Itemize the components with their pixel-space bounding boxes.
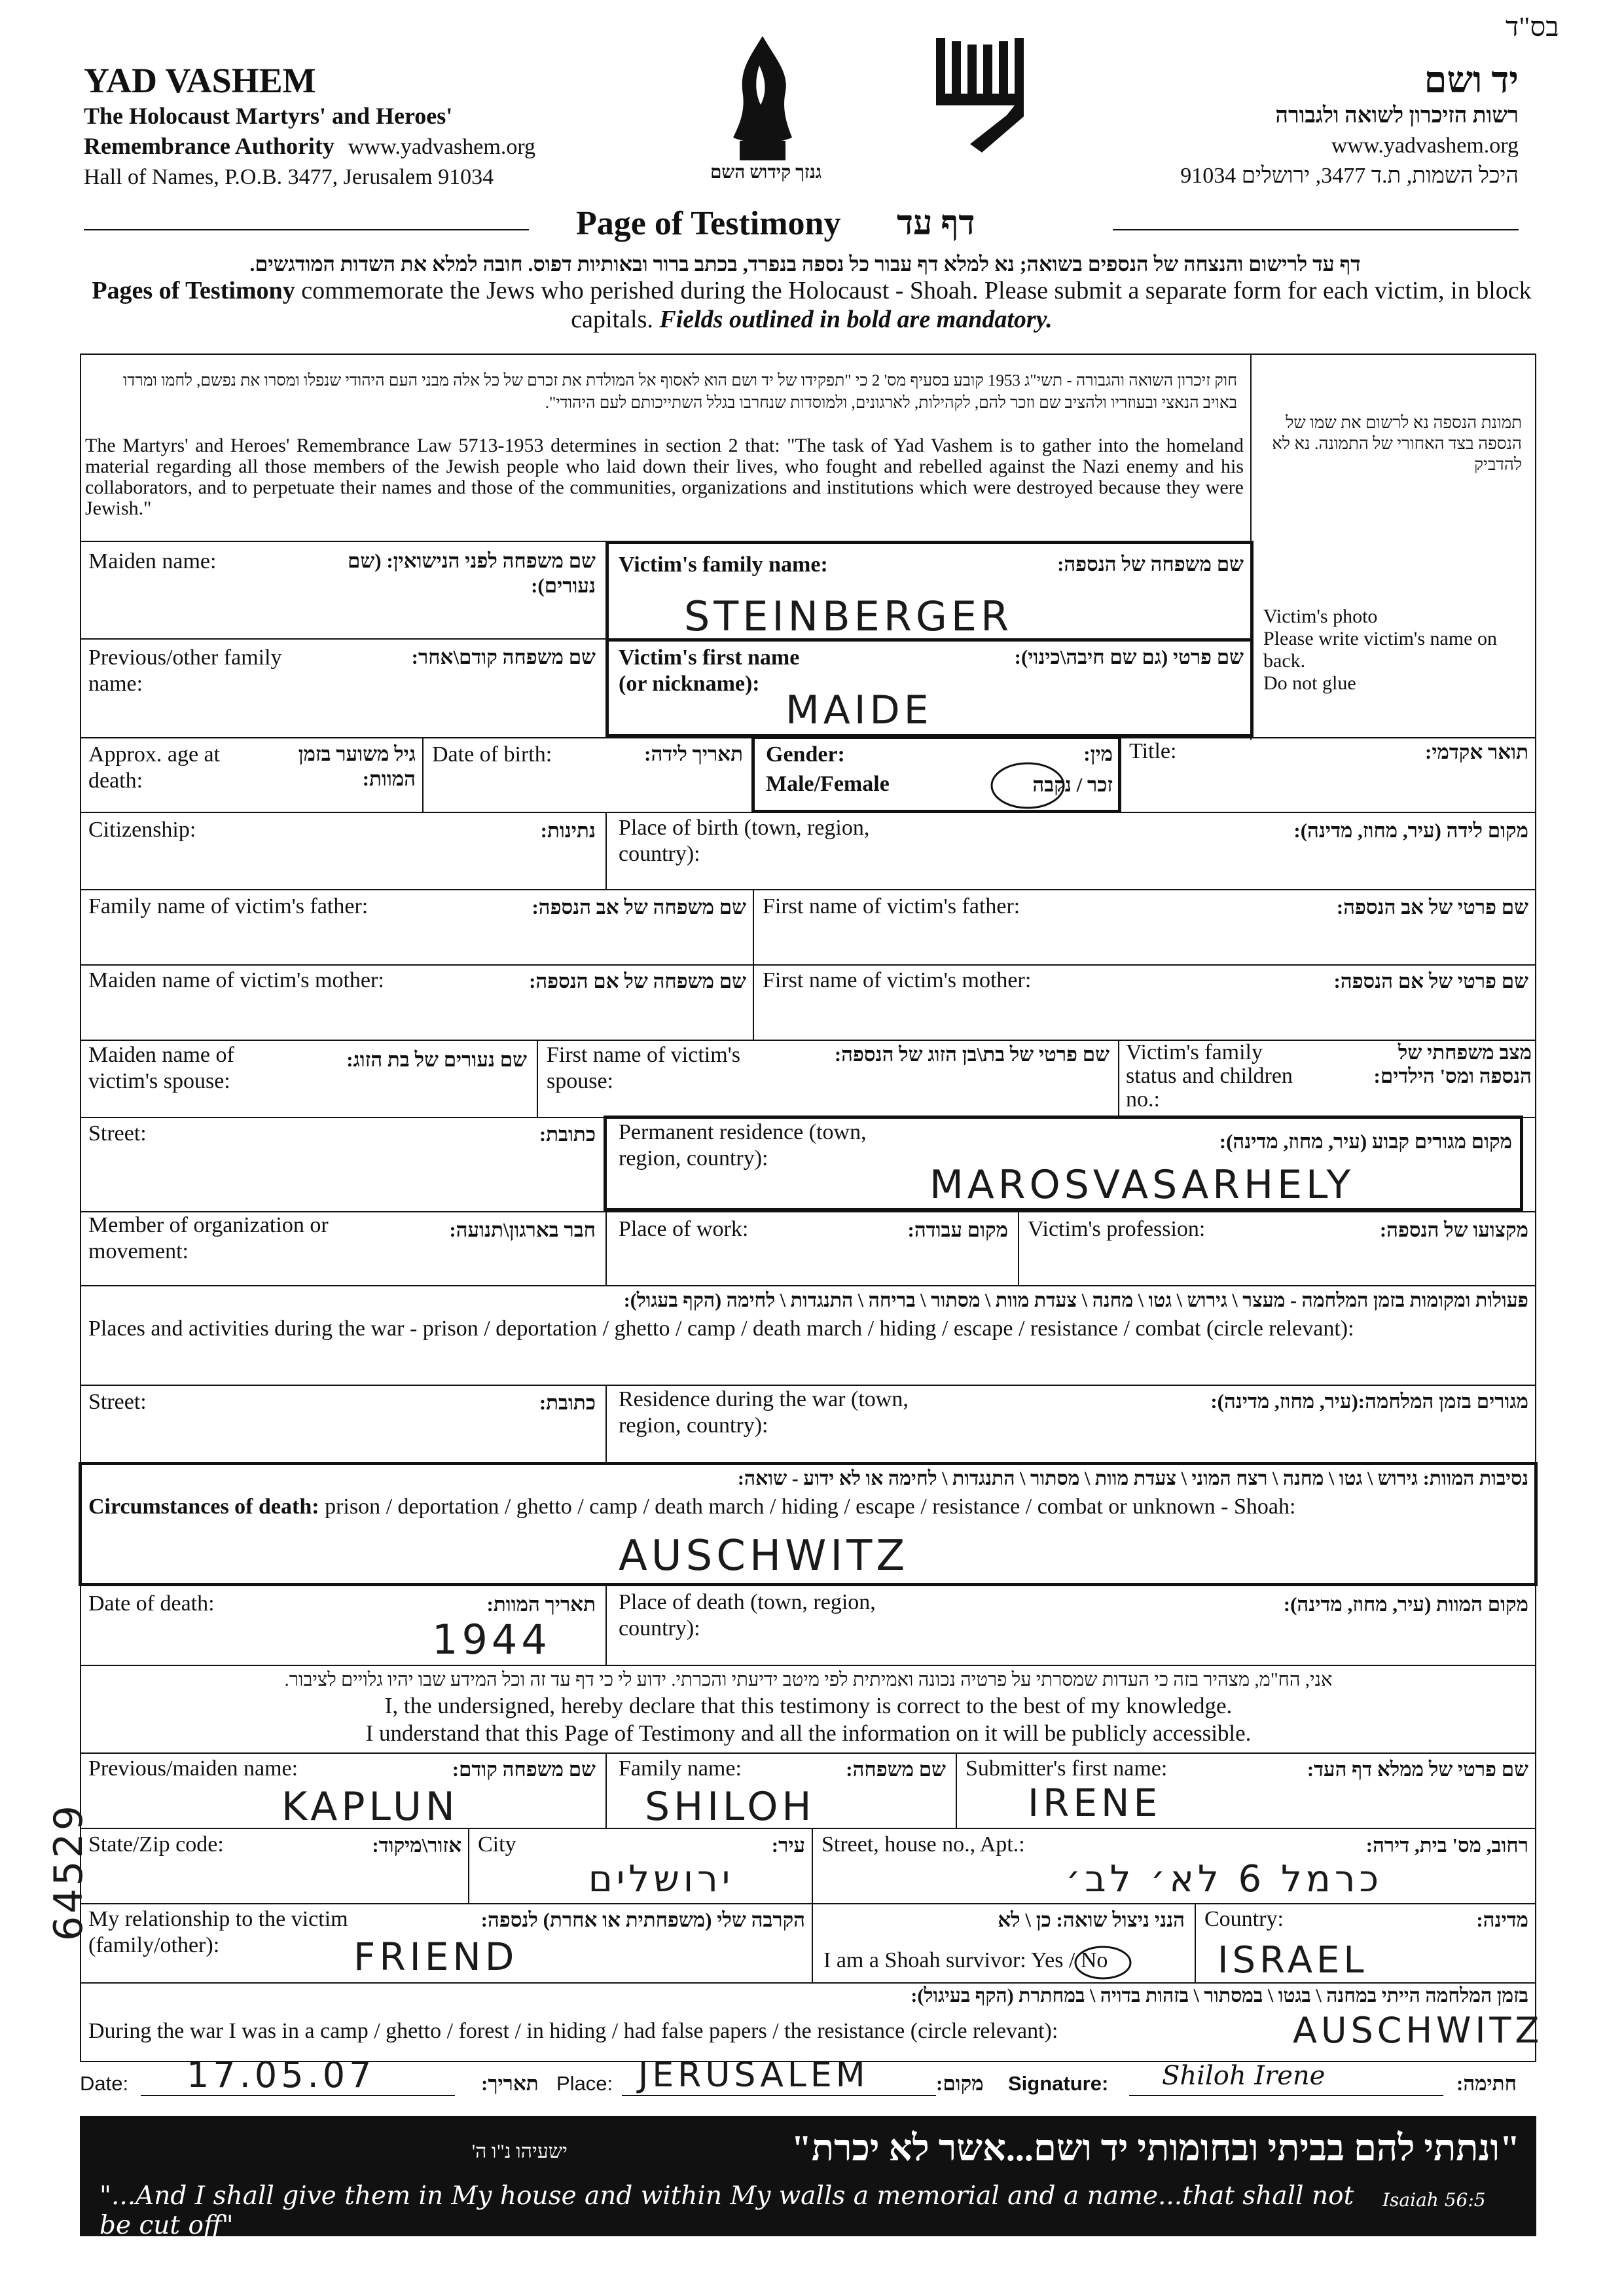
top-marker: בס"ד bbox=[1506, 12, 1559, 43]
sub-war-label: During the war I was in a camp / ghetto / forest / in hiding / had false papers / the resistance (circle relevant): bbox=[88, 2019, 1058, 2043]
citizenship-label: Citizenship: bbox=[88, 818, 196, 842]
mother-maiden-label: Maiden name of victim's mother: bbox=[88, 968, 384, 992]
first-name-label: Victim's first name (or nickname): bbox=[619, 645, 800, 696]
spouse-maiden-he: שם נעורים של בת הזוג: bbox=[346, 1048, 527, 1071]
place-label: Place: bbox=[556, 2072, 613, 2095]
city-he: עיר: bbox=[771, 1834, 805, 1857]
date-value[interactable]: 17.05.07 bbox=[187, 2054, 376, 2096]
sub-war-value[interactable]: AUSCHWITZ bbox=[1293, 2010, 1543, 2051]
sub-street-value[interactable]: כרמל 6 לא׳ לב׳ bbox=[1065, 1858, 1383, 1900]
title-label: Title: bbox=[1129, 739, 1177, 763]
place-he: מקום: bbox=[936, 2072, 984, 2095]
street-he: כתובת: bbox=[539, 1123, 596, 1146]
maiden-name-he: שם משפחה לפני הנישואין: (שם נעורים): bbox=[347, 549, 596, 597]
circumstances-he: נסיבות המוות: גירוש \ גטו \ מחנה \ רצח המוני \ צעדת מוות \ מסתור \ התנגדות \ לחימה או לא ידוע - שואה: bbox=[737, 1468, 1528, 1489]
place-value[interactable]: JERUSALEM bbox=[638, 2056, 869, 2095]
title-he: תואר אקדמי: bbox=[1425, 740, 1528, 763]
sub-family-label: Family name: bbox=[619, 1756, 742, 1781]
father-first-he: שם פרטי של אב הנספה: bbox=[1336, 896, 1528, 918]
menorah-logo-icon bbox=[929, 31, 1034, 156]
country-he: מדינה: bbox=[1476, 1908, 1528, 1931]
signature-label: Signature: bbox=[1008, 2072, 1109, 2095]
intro-en: Pages of Testimony commemorate the Jews who perished during the Holocaust - Shoah. Please submit a separate form for each victim, in block capitals. Fields outlined in bold are mandatory. bbox=[92, 277, 1532, 333]
residence-he: מקום מגורים קבוע (עיר, מחוז, מדינה): bbox=[1219, 1130, 1512, 1153]
survivor-he: הנני ניצול שואה: כן \ לא bbox=[998, 1908, 1185, 1931]
gender-label: Gender: bbox=[766, 742, 845, 767]
street-label: Street: bbox=[88, 1121, 147, 1146]
spouse-first-he: שם פרטי של בת\בן הזוג של הנספה: bbox=[834, 1043, 1110, 1066]
signature-value[interactable]: Shiloh Irene bbox=[1162, 2061, 1326, 2091]
places-war-he: פעולות ומקומות בזמן המלחמה - מעצר \ גירוש \ גטו \ מחנה \ צעדת מוות \ מסתור \ בריחה \ התנגדות \ לחימה (הקף בעגול): bbox=[623, 1290, 1528, 1311]
sub-prev-name-label: Previous/maiden name: bbox=[88, 1756, 298, 1781]
dod-label: Date of death: bbox=[88, 1591, 215, 1616]
residence-war-label: Residence during the war (town, region, country): bbox=[619, 1387, 909, 1438]
circumstances-label: Circumstances of death: prison / deportation / ghetto / camp / death march / hiding / escape / resistance / combat or unknown - Shoah: bbox=[88, 1495, 1296, 1519]
gender-he: מין: bbox=[1083, 742, 1113, 765]
gender-circle-icon bbox=[988, 759, 1067, 812]
sub-street-label: Street, house no., Apt.: bbox=[821, 1832, 1025, 1857]
photo-en: Victim's photo Please write victim's name on back. Do not glue bbox=[1263, 606, 1497, 694]
he-address: היכל השמות, ת.ד 3477, ירושלים 91034 bbox=[1180, 164, 1519, 188]
he-sub: רשות הזיכרון לשואה ולגבורה bbox=[1275, 103, 1519, 128]
header-right bbox=[1080, 60, 1519, 191]
city-label: City bbox=[478, 1832, 516, 1857]
flame-logo-icon bbox=[720, 33, 805, 164]
declaration-en: I, the undersigned, hereby declare that this testimony is correct to the best of my knowledge. I understand that this Page of Testimony and all the information on it will be publicly accessible. bbox=[365, 1693, 1252, 1746]
first-name-he: שם פרטי (גם שם חיבה\כינוי): bbox=[1014, 645, 1244, 668]
dod-value[interactable]: 1944 bbox=[432, 1616, 551, 1663]
gender-options-label: Male/Female bbox=[766, 772, 890, 796]
street2-he: כתובת: bbox=[539, 1391, 596, 1414]
circumstances-value[interactable]: AUSCHWITZ bbox=[619, 1532, 909, 1580]
he-org-name: יד ושם bbox=[1424, 60, 1519, 101]
sub-prev-name-value[interactable]: KAPLUN bbox=[281, 1784, 459, 1830]
banner-en-ref: Isaiah 56:5 bbox=[1382, 2189, 1486, 2211]
logo-caption: גנזך קידוש השם bbox=[710, 162, 822, 183]
relationship-he: הקרבה שלי (משפחתית או אחרת) לנספה: bbox=[480, 1908, 805, 1931]
pod-he: מקום המוות (עיר, מחוז, מדינה): bbox=[1283, 1593, 1528, 1616]
org-sub2: Remembrance Authority bbox=[84, 133, 334, 159]
law-en: The Martyrs' and Heroes' Remembrance Law 5713-1953 determines in section 2 that: "The task of Yad Vashem is to gather into the homeland material regarding all those members of the Jewish people who laid down their lives, who fought and rebelled against the Nazi enemy and his collaborators, and to perpetuate their names and those of the communities, organizations and institutions which were destroyed because they were Jewish." bbox=[85, 435, 1244, 519]
sub-war-he: בזמן המלחמה הייתי במחנה \ בגטו \ במסתור \ בזהות בדויה \ במחתרת (הקף בעיגול): bbox=[911, 1985, 1528, 2006]
profession-he: מקצועו של הנספה: bbox=[1379, 1218, 1528, 1241]
sub-first-value[interactable]: IRENE bbox=[1028, 1781, 1162, 1825]
address: Hall of Names, P.O.B. 3477, Jerusalem 91034 bbox=[84, 165, 494, 189]
spouse-maiden-label: Maiden name of victim's spouse: bbox=[88, 1043, 234, 1093]
intro-he: דף עד לרישום והנצחה של הנספים בשואה; נא למלא דף עבור כל נספה בנפרד, בכתב ברור ובאותיות דפוס. חובה למלא את השדות המודגשים. bbox=[249, 252, 1361, 276]
org-sub1: The Holocaust Martyrs' and Heroes' bbox=[84, 103, 453, 129]
father-family-he: שם משפחה של אב הנספה: bbox=[532, 896, 746, 918]
org-name: YAD VASHEM bbox=[84, 61, 316, 100]
pob-label: Place of birth (town, region, country): bbox=[619, 816, 870, 866]
family-name-label: Victim's family name: bbox=[619, 553, 828, 577]
he-website: www.yadvashem.org bbox=[1331, 134, 1519, 158]
date-he: תאריך: bbox=[481, 2072, 539, 2095]
law-he: חוק זיכרון השואה והגבורה - תשי"ג 1953 קובע בסעיף מס' 2 כי "תפקידו של יד ושם הוא לאסוף אל המולדת את זכרם של כל אלה מבני העם היהודי שנפלו ומסרו את נפשם, לחמו ומרדו באויב הנאצי ובעוזריו ולהציב שם וזכר להם, לקהילות, לארגונים, ולמוסדות שנחרבו בגלל השתייכותם לעם היהודי". bbox=[123, 372, 1237, 412]
member-he: חבר בארגון\תנועה: bbox=[449, 1218, 596, 1241]
sub-first-he: שם פרטי של ממלא דף העד: bbox=[1307, 1758, 1528, 1781]
gender-options-he: זכר / נקבה bbox=[1032, 773, 1113, 796]
member-label: Member of organization or movement: bbox=[88, 1213, 329, 1263]
work-label: Place of work: bbox=[619, 1217, 749, 1241]
places-war-label: Places and activities during the war - prison / deportation / ghetto / camp / death march / hiding / escape / resistance / combat (circle relevant): bbox=[88, 1316, 1354, 1341]
relationship-label: My relationship to the victim (family/other): bbox=[88, 1907, 348, 1957]
father-family-label: Family name of victim's father: bbox=[88, 894, 369, 918]
family-name-he: שם משפחה של הנספה: bbox=[1057, 553, 1244, 575]
survivor-circle-icon bbox=[1074, 1944, 1132, 1981]
banner-he-ref: ישעיהו נ"ו ה' bbox=[471, 2141, 568, 2162]
banner-he-quote: "ונתתי להם בביתי ובחומותי יד ושם...אשר לא יכרת" bbox=[791, 2128, 1520, 2169]
dod-he: תאריך המוות: bbox=[486, 1593, 596, 1616]
header-left bbox=[84, 60, 621, 192]
zip-he: אזור\מיקוד: bbox=[372, 1834, 461, 1857]
photo-he: תמונת הנספה נא לרשום את שמו של הנספה בצד האחורי של התמונה. נא לא להדביק bbox=[1272, 413, 1522, 474]
mother-first-he: שם פרטי של אם הנספה: bbox=[1333, 970, 1528, 992]
sub-family-value[interactable]: SHILOH bbox=[645, 1784, 816, 1830]
residence-value[interactable]: MAROSVASARHELY bbox=[929, 1162, 1355, 1208]
street2-label: Street: bbox=[88, 1390, 147, 1414]
sub-family-he: שם משפחה: bbox=[846, 1758, 946, 1781]
page-title-he: דף עד bbox=[897, 205, 975, 242]
banner-en-quote: "...And I shall give them in My house and within My walls a memorial and a name...that shall not be cut off" bbox=[99, 2181, 1354, 2240]
date-label: Date: bbox=[80, 2072, 129, 2095]
quote-banner bbox=[80, 2116, 1536, 2240]
dob-label: Date of birth: bbox=[432, 742, 552, 767]
relationship-value[interactable]: FRIEND bbox=[353, 1934, 518, 1979]
prev-name-he: שם משפחה קודם\אחר: bbox=[411, 645, 596, 668]
work-he: מקום עבודה: bbox=[907, 1218, 1008, 1241]
profession-label: Victim's profession: bbox=[1028, 1217, 1206, 1241]
country-label: Country: bbox=[1204, 1907, 1284, 1931]
citizenship-he: נתינות: bbox=[540, 819, 596, 842]
family-status-label: Victim's family status and children no.: bbox=[1126, 1040, 1293, 1112]
maiden-name-label: Maiden name: bbox=[88, 549, 217, 573]
age-label: Approx. age at death: bbox=[88, 742, 221, 793]
sub-street-he: רחוב, מס' בית, דירה: bbox=[1365, 1834, 1528, 1857]
age-he: גיל משוער בזמן המוות: bbox=[298, 742, 416, 790]
country-value[interactable]: ISRAEL bbox=[1218, 1939, 1368, 1982]
mother-first-label: First name of victim's mother: bbox=[763, 968, 1032, 992]
website: www.yadvashem.org bbox=[348, 135, 536, 159]
survivor-label: I am a Shoah survivor: Yes / No bbox=[823, 1948, 1108, 1972]
signature-he: חתימה: bbox=[1456, 2072, 1517, 2095]
family-name-value[interactable]: STEINBERGER bbox=[684, 592, 1013, 640]
prev-name-label: Previous/other family name: bbox=[88, 645, 282, 696]
spouse-first-label: First name of victim's spouse: bbox=[547, 1043, 741, 1093]
father-first-label: First name of victim's father: bbox=[763, 894, 1020, 918]
sub-first-label: Submitter's first name: bbox=[965, 1756, 1168, 1781]
pod-label: Place of death (town, region, country): bbox=[619, 1590, 876, 1641]
sub-prev-name-he: שם משפחה קודם: bbox=[452, 1758, 596, 1781]
mother-maiden-he: שם משפחה של אם הנספה: bbox=[529, 970, 746, 992]
dob-he: תאריך לידה: bbox=[644, 742, 743, 765]
residence-label: Permanent residence (town, region, country): bbox=[619, 1120, 867, 1171]
residence-war-he: מגורים בזמן המלחמה:(עיר, מחוז, מדינה): bbox=[1210, 1390, 1528, 1413]
city-value[interactable]: ירושלים bbox=[588, 1858, 734, 1900]
pob-he: מקום לידה (עיר, מחוז, מדינה): bbox=[1293, 819, 1528, 842]
first-name-value[interactable]: MAIDE bbox=[785, 687, 933, 733]
family-status-he: מצב משפחתי של הנספה ומס' הילדים: bbox=[1373, 1041, 1532, 1087]
page-title: Page of Testimony bbox=[576, 205, 841, 242]
side-number: 64529 bbox=[46, 1803, 92, 1941]
declaration-he: אני, הח"מ, מצהיר בזה כי העדות שמסרתי על פרטיה נכונה ואמיתית לפי מיטב ידיעתי והכרתי. ידוע לי כי דף עד זה וכל המידע שבו יהיו גלויים לציבור. bbox=[284, 1669, 1333, 1690]
zip-label: State/Zip code: bbox=[88, 1832, 224, 1857]
